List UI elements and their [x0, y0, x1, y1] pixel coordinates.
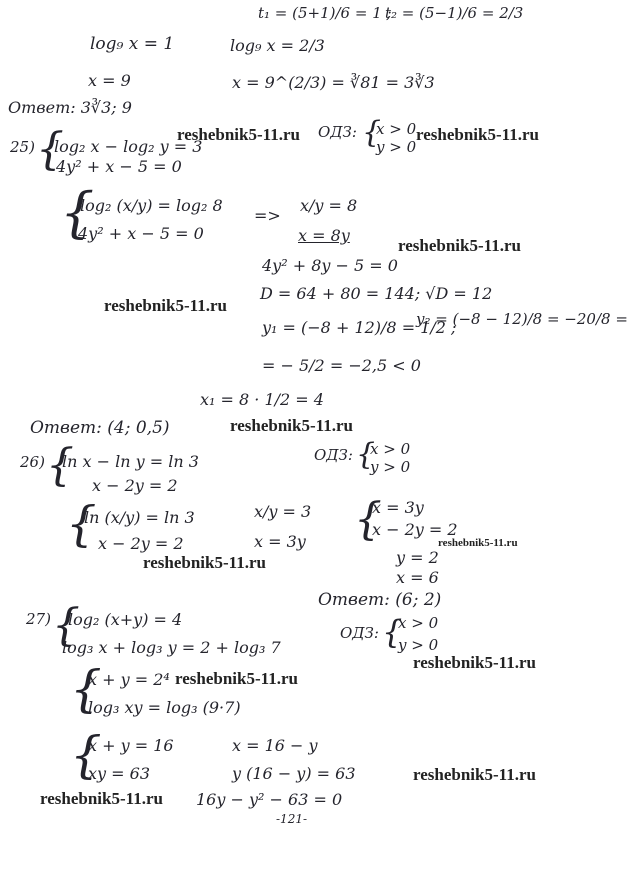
page-number: -121-: [276, 812, 308, 826]
odz-brace: {: [356, 437, 376, 472]
system-brace: {: [70, 660, 102, 718]
watermark: reshebnik5-11.ru: [438, 537, 518, 549]
system-brace: {: [66, 496, 97, 552]
p25-y1: y₁ = (−8 + 12)/8 = 1/2 ;: [262, 318, 457, 337]
p25-y2-result: = − 5/2 = −2,5 < 0: [262, 356, 421, 375]
watermark: reshebnik5-11.ru: [40, 789, 163, 808]
p27-t2: xy = 63: [88, 764, 150, 783]
log9-x-equals-two-thirds: log₉ x = 2/3: [230, 36, 325, 55]
log9-x-equals-1: log₉ x = 1: [90, 34, 175, 54]
problem-27-number: 27): [26, 610, 51, 628]
odz-brace: {: [382, 613, 403, 651]
watermark: reshebnik5-11.ru: [175, 669, 298, 688]
p27-odz-x: x > 0: [398, 614, 439, 632]
p26-s1: ln (x/y) = ln 3: [84, 508, 195, 527]
system-brace: {: [46, 440, 74, 491]
p25-sys1: log₂ (x/y) = log₂ 8: [80, 196, 223, 215]
answer-26: Ответ: (6; 2): [318, 590, 442, 610]
system-brace: {: [36, 124, 64, 175]
watermark: reshebnik5-11.ru: [413, 653, 536, 672]
p26-odz-x: x > 0: [370, 440, 411, 458]
p25-discriminant: D = 64 + 80 = 144; √D = 12: [260, 284, 493, 303]
answer-top: Ответ: 3∛3; 9: [8, 98, 132, 117]
x-equals-cube-root: x = 9^(2/3) = ∛81 = 3∛3: [232, 73, 435, 92]
p27-eq1: log₂ (x+y) = 4: [68, 610, 183, 629]
p25-eq1: log₂ x − log₂ y = 3: [54, 137, 203, 156]
system-brace: {: [52, 600, 80, 651]
p25-y2: y₂ = (−8 − 12)/8 = −20/8 =: [416, 310, 628, 328]
p27-odz-label: ОДЗ:: [340, 624, 379, 642]
problem-25-number: 25): [10, 138, 35, 156]
watermark: reshebnik5-11.ru: [177, 125, 300, 144]
system-brace: {: [60, 181, 95, 244]
p26-y-value: y = 2: [396, 548, 439, 567]
system-brace: {: [70, 726, 102, 784]
watermark: reshebnik5-11.ru: [230, 416, 353, 435]
p25-x1: x₁ = 8 · 1/2 = 4: [200, 390, 324, 409]
p27-last: 16y − y² − 63 = 0: [196, 790, 343, 809]
p27-odz-y: y > 0: [398, 636, 439, 654]
p26-odz-y: y > 0: [370, 458, 411, 476]
p26-r2: x − 2y = 2: [372, 520, 458, 539]
p27-t1: x + y = 16: [88, 736, 174, 755]
p26-s2: x − 2y = 2: [98, 534, 184, 553]
t2-equation: t₂ = (5−1)/6 = 2/3: [385, 4, 524, 22]
problem-26-number: 26): [20, 453, 45, 471]
p27-eq2: log₃ x + log₃ y = 2 + log₃ 7: [62, 638, 281, 657]
p25-odz-x: x > 0: [376, 120, 417, 138]
p26-eq1: ln x − ln y = ln 3: [62, 452, 199, 471]
p27-m2: y (16 − y) = 63: [232, 764, 356, 783]
answer-25: Ответ: (4; 0,5): [30, 418, 170, 438]
p26-eq2: x − 2y = 2: [92, 476, 178, 495]
p25-sys2: 4y² + x − 5 = 0: [78, 224, 204, 243]
p25-eq2: 4y² + x − 5 = 0: [56, 157, 182, 176]
p25-x-equals-8y: x = 8y: [298, 226, 350, 245]
p27-s2: log₃ xy = log₃ (9·7): [88, 698, 241, 717]
p26-x-value: x = 6: [396, 568, 439, 587]
p25-quadratic: 4y² + 8y − 5 = 0: [262, 256, 398, 275]
watermark: reshebnik5-11.ru: [398, 236, 521, 255]
p27-s1: x + y = 2⁴: [88, 670, 170, 689]
p26-m2: x = 3y: [254, 532, 306, 551]
p25-ratio: x/y = 8: [300, 196, 358, 215]
p25-arrow: =>: [254, 206, 281, 225]
watermark: reshebnik5-11.ru: [416, 125, 539, 144]
watermark: reshebnik5-11.ru: [413, 765, 536, 784]
p25-odz-y: y > 0: [376, 138, 417, 156]
p26-odz-label: ОДЗ:: [314, 446, 353, 464]
system-brace: {: [354, 494, 382, 545]
watermark: reshebnik5-11.ru: [104, 296, 227, 315]
watermark: reshebnik5-11.ru: [143, 553, 266, 572]
odz-brace: {: [362, 115, 382, 150]
t1-equation: t₁ = (5+1)/6 = 1 ;: [258, 4, 392, 22]
p26-r1: x = 3y: [372, 498, 424, 517]
p25-odz-label: ОДЗ:: [318, 123, 357, 141]
p26-m1: x/y = 3: [254, 502, 312, 521]
x-equals-9: x = 9: [88, 71, 131, 90]
p27-m1: x = 16 − y: [232, 736, 318, 755]
